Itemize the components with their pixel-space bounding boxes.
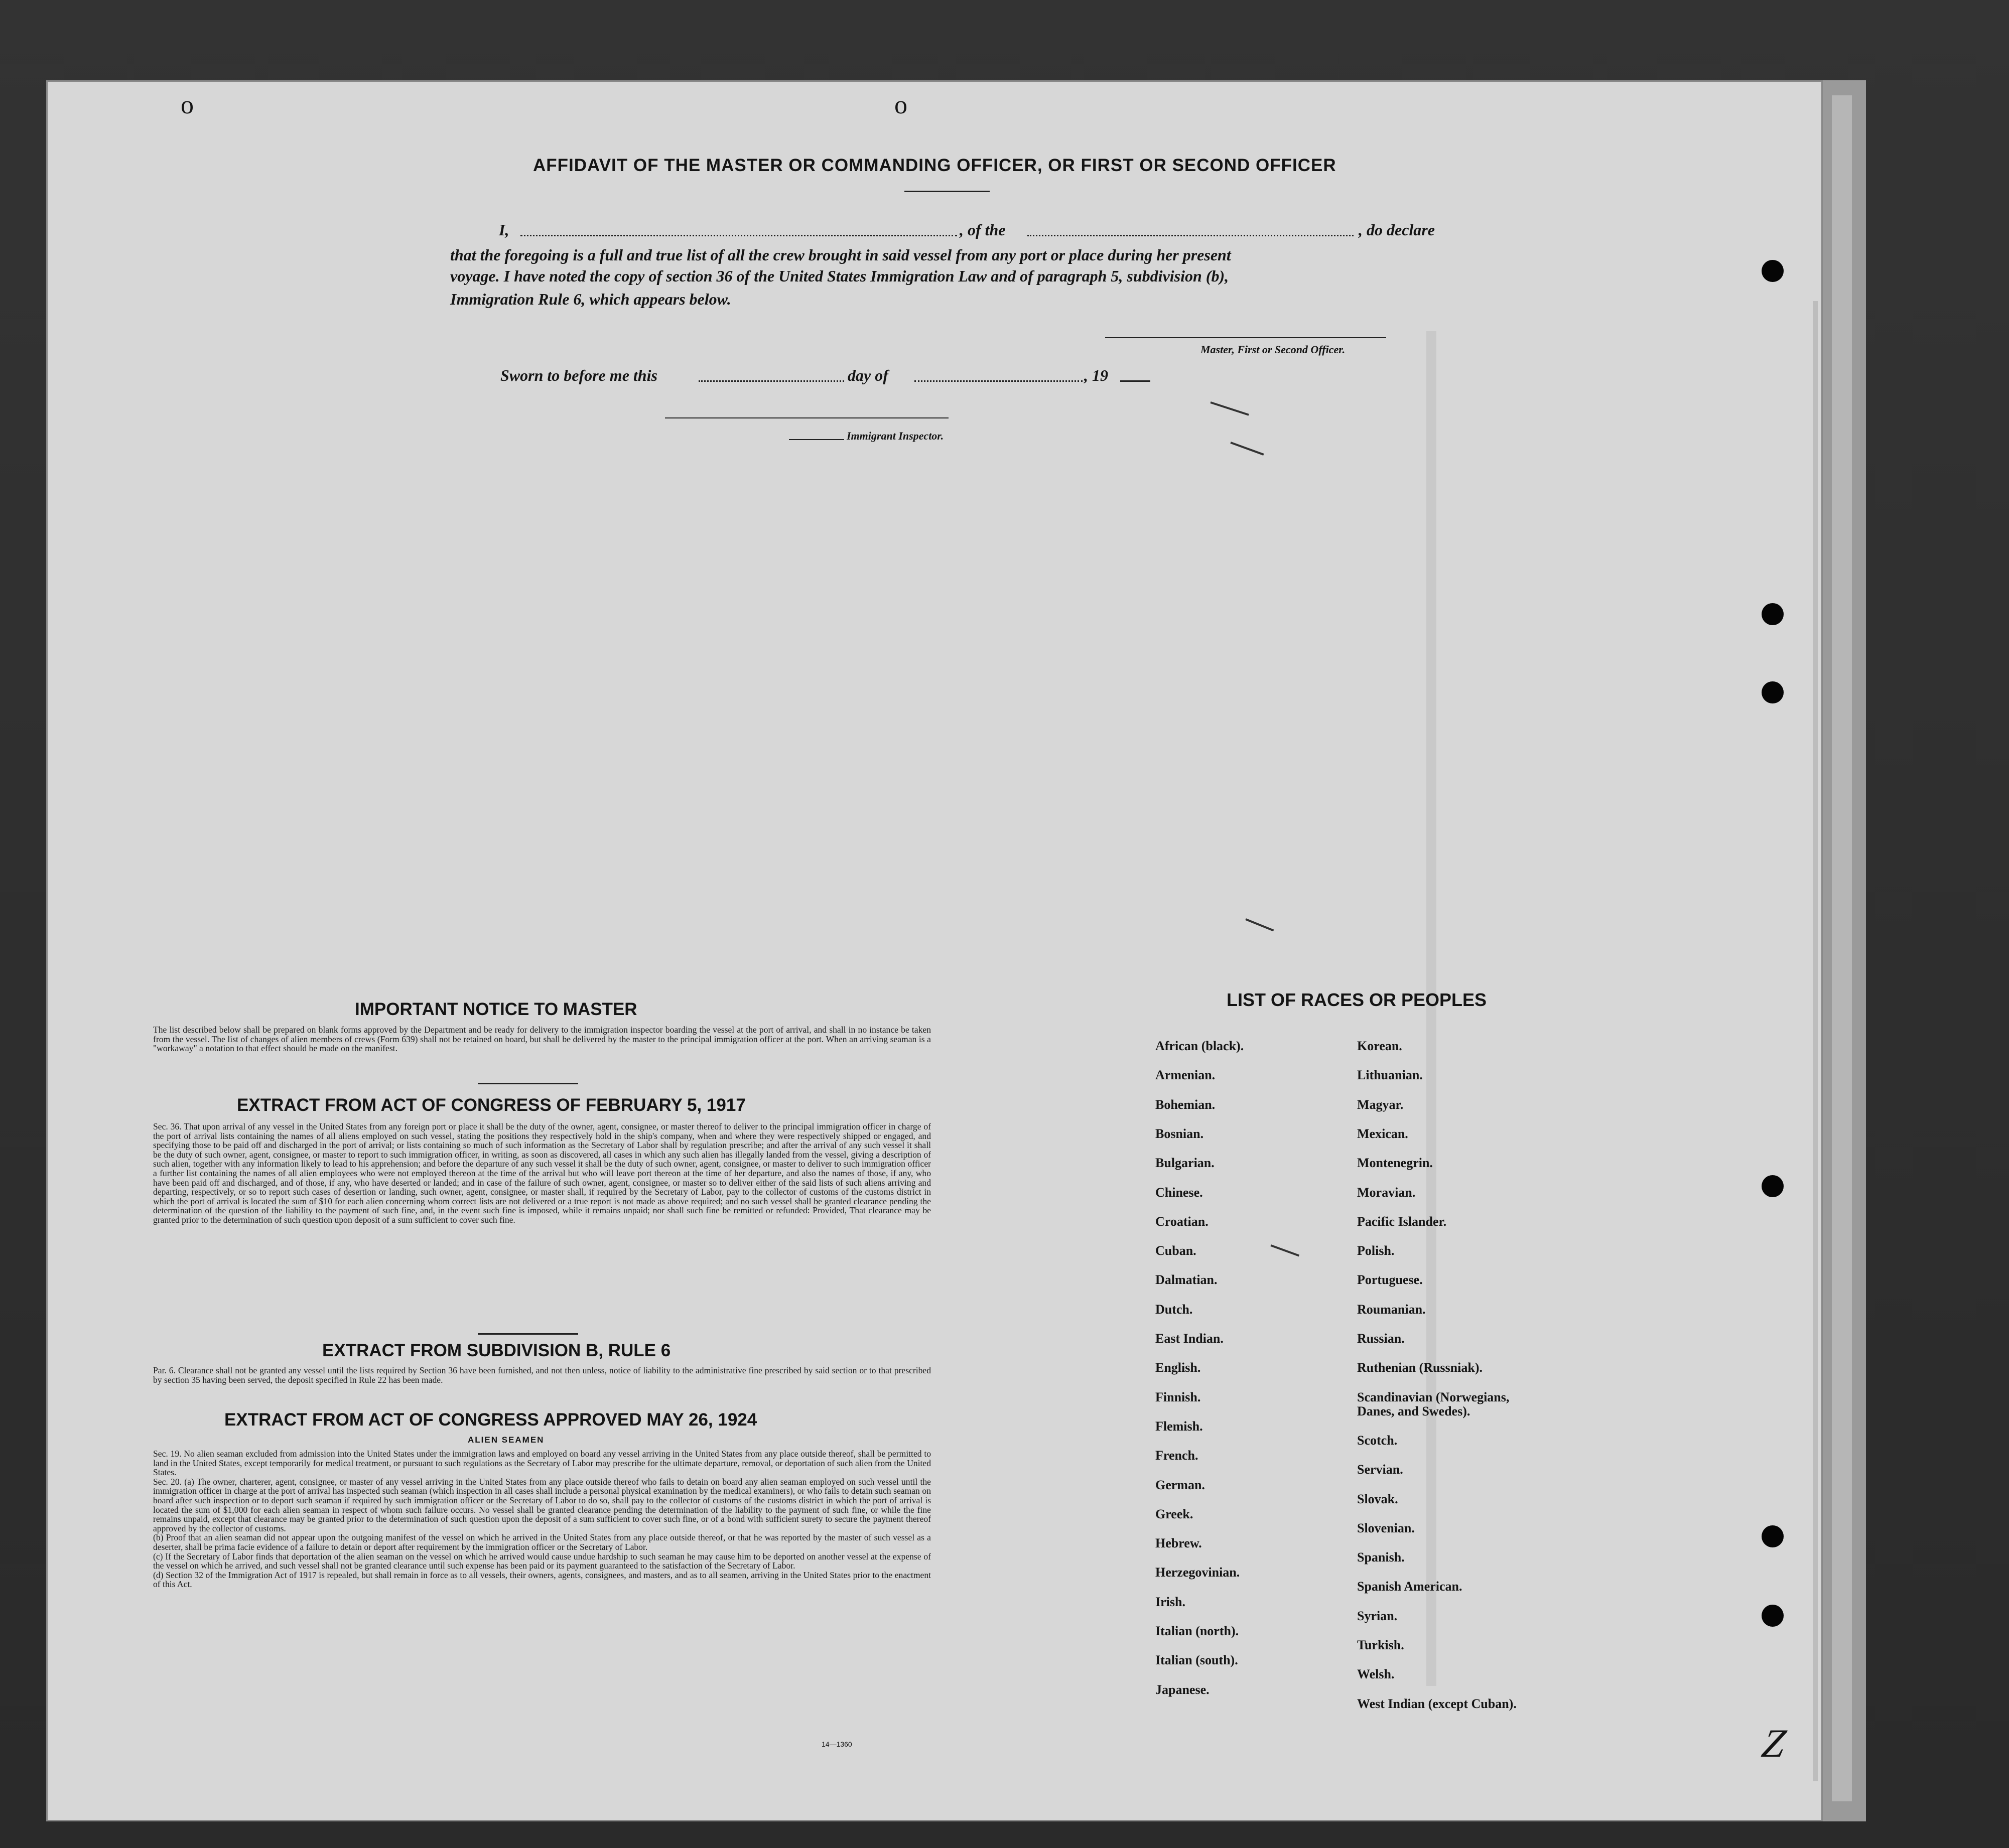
race-item: Chinese. (1155, 1185, 1203, 1200)
extract-1917-heading: EXTRACT FROM ACT OF CONGRESS OF FEBRUARY 5, 1917 (237, 1095, 746, 1115)
race-item: Herzegovinian. (1155, 1565, 1240, 1580)
inspector-signature-blank (665, 417, 949, 418)
bleed-through-band (1813, 301, 1818, 1781)
race-item: Roumanian. (1357, 1302, 1426, 1317)
master-signature-blank (1105, 337, 1386, 338)
race-item: Portuguese. (1357, 1272, 1423, 1288)
race-item: Bosnian. (1155, 1126, 1204, 1141)
races-right-column (1357, 1040, 1618, 1782)
declaration-prefix: I, (499, 221, 509, 239)
declaration-line-2: that the foregoing is a full and true list of all the crew brought in said vessel from any port or place during her present (450, 246, 1231, 264)
underlying-page-edge-inner (1832, 95, 1852, 1801)
section-rule (478, 1333, 578, 1335)
punch-hole (1762, 681, 1784, 703)
sec19-text: Sec. 19. No alien seaman excluded from admission into the United States under the immigration laws and employed on board any vessel arriving in the United States from any place outside thereof, shall be permitted to land in the United States, except temporarily for medical treatment, or pursuant to such regulations as the Secretary of Labor may prescribe for the ultimate departure, removal, or deportation of such alien from the United States. (153, 1449, 931, 1478)
declarant-name-blank (520, 235, 957, 236)
vessel-name-blank (1027, 235, 1354, 236)
race-item: Spanish American. (1357, 1579, 1462, 1594)
sec20b-text: (b) Proof that an alien seaman did not appear upon the outgoing manifest of the vessel on which he arrived in the United States from any place outside thereof, or that he was reported by the master of such vessel as a deserter, shall be prima facie evidence of a failure to detain or deport after requirement by the immigration officer or the Secretary of Labor. (153, 1532, 931, 1552)
pencil-tick (1230, 442, 1264, 456)
sworn-mid: day of (848, 366, 888, 384)
inspector-label-rule (789, 439, 844, 440)
master-signature-label: Master, First or Second Officer. (1200, 343, 1346, 356)
race-item: African (black). (1155, 1039, 1244, 1053)
race-item: German. (1155, 1477, 1205, 1492)
pencil-tick (1210, 401, 1249, 416)
race-item: Syrian. (1357, 1608, 1398, 1623)
race-item: Italian (south). (1155, 1653, 1238, 1668)
race-item: Turkish. (1357, 1638, 1404, 1652)
sworn-prefix: Sworn to before me this (500, 366, 657, 384)
race-item: Magyar. (1357, 1097, 1404, 1112)
race-item: Flemish. (1155, 1418, 1203, 1434)
race-item: Irish. (1155, 1594, 1185, 1609)
race-item: Croatian. (1155, 1214, 1209, 1229)
punch-hole (1762, 1525, 1784, 1547)
race-item: West Indian (except Cuban). (1357, 1696, 1517, 1711)
pencil-tick (1245, 918, 1274, 931)
handwritten-mark-top-left: o (181, 91, 194, 119)
sworn-day-blank (699, 380, 844, 382)
race-item: Scandinavian (Norwegians, (1357, 1389, 1510, 1404)
race-item: Hebrew. (1155, 1536, 1202, 1551)
races-left-column (1155, 1040, 1366, 1782)
race-item: Slovenian. (1357, 1520, 1415, 1535)
inspector-label: Immigrant Inspector. (847, 430, 944, 442)
race-item: Greek. (1155, 1506, 1193, 1521)
race-item: Slovak. (1357, 1491, 1398, 1506)
punch-hole (1762, 603, 1784, 625)
race-item: Ruthenian (Russniak). (1357, 1360, 1483, 1375)
rule6-heading: EXTRACT FROM SUBDIVISION B, RULE 6 (322, 1341, 671, 1360)
declaration-suffix: , do declare (1359, 221, 1435, 239)
race-item: Pacific Islander. (1357, 1214, 1447, 1229)
sec20c-text: (c) If the Secretary of Labor finds that deportation of the alien seaman on the vessel on which he arrived would cause undue hardship to such seaman he may cause him to be deported on another vessel at the expense of the vessel on which he arrived, and such vessel shall not be granted clearance until such expense has been paid or its payment guaranteed to the satisfaction of the Secretary of Labor. (153, 1551, 931, 1571)
affidavit-title: AFFIDAVIT OF THE MASTER OR COMMANDING OFFICER, OR FIRST OR SECOND OFFICER (533, 156, 1336, 175)
races-heading: LIST OF RACES OR PEOPLES (1227, 989, 1487, 1010)
notice-heading: IMPORTANT NOTICE TO MASTER (355, 1000, 637, 1019)
race-item: Bohemian. (1155, 1097, 1216, 1112)
race-item: Scotch. (1357, 1433, 1398, 1448)
sec20a-text: Sec. 20. (a) The owner, charterer, agent, consignee, or master of any vessel arriving in the United States from any place outside thereof who fails to detain on board any alien seaman employed on such vessel until the immigration officer in charge at the port of arrival has inspected such seaman (which inspection in all cases shall include a personal physical examination by the medical examiners), or who fails to detain such seaman on board after such inspection or to deport such seaman if required by such immigration officer or the Secretary of Labor to do so, shall pay to the collector of customs of the customs district in which the port of arrival is located the sum of $1,000 for each alien seaman in respect of whom such failure occurs. No vessel shall be granted clearance pending the determination of the liability to the payment of such fine, or while the fine remains unpaid, except that clearance may be granted prior to the determination of such question upon the deposit of a sum sufficient to cover such fine, or of a bond with sufficient surety to secure the payment thereof approved by the collector of customs. (153, 1476, 931, 1533)
race-item: Polish. (1357, 1243, 1395, 1258)
declaration-mid: , of the (960, 221, 1006, 239)
race-item: Bulgarian. (1155, 1156, 1215, 1171)
race-item: Finnish. (1155, 1389, 1201, 1404)
rule6-body: Par. 6. Clearance shall not be granted any vessel until the lists required by Section 36 have been furnished, and not then unless, notice of liability to the administrative fine prescribed by said section or to that prescribed by section 35 having been served, the deposit specified in Rule 22 has been made. (153, 1365, 931, 1385)
race-item: Japanese. (1155, 1682, 1210, 1697)
race-item: Moravian. (1357, 1185, 1416, 1200)
race-item: East Indian. (1155, 1331, 1224, 1346)
punch-hole (1762, 260, 1784, 282)
handwritten-mark-bottom-right: Z (1759, 1722, 1789, 1766)
race-item: Lithuanian. (1357, 1068, 1423, 1083)
race-item: Spanish. (1357, 1550, 1405, 1565)
sworn-year-blank (1120, 380, 1150, 382)
race-item: Dalmatian. (1155, 1272, 1218, 1288)
race-item: Armenian. (1155, 1068, 1216, 1083)
race-item: Korean. (1357, 1039, 1402, 1053)
race-item: Dutch. (1155, 1302, 1193, 1317)
sworn-month-blank (914, 380, 1083, 382)
form-code: 14—1360 (822, 1740, 852, 1748)
manifest-back-page (46, 80, 1823, 1821)
handwritten-mark-top-center: o (894, 91, 907, 119)
punch-hole (1762, 1175, 1784, 1197)
notice-body: The list described below shall be prepared on blank forms approved by the Department and be ready for delivery to the immigration inspector boarding the vessel at the port of arrival, and shall in no instance be taken from the vessel. The list of changes of alien members of crews (Form 639) shall not be retained on board, but shall be delivered by the master to the principal immigration officer at the port. When an arriving seaman is a "workaway" a notation to that effect should be made on the manifest. (153, 1025, 931, 1054)
race-item: Russian. (1357, 1331, 1405, 1346)
title-rule (904, 191, 990, 192)
extract-1924-heading: EXTRACT FROM ACT OF CONGRESS APPROVED MAY 26, 1924 (224, 1410, 757, 1430)
alien-seamen-subheading: ALIEN SEAMEN (468, 1435, 545, 1445)
race-item: Servian. (1357, 1462, 1403, 1477)
race-item: Welsh. (1357, 1667, 1395, 1682)
race-item: Cuban. (1155, 1243, 1196, 1258)
section-rule (478, 1083, 578, 1084)
extract-1924-sec19 (153, 1449, 931, 1589)
sworn-year: , 19 (1084, 366, 1108, 384)
sec20d-text: (d) Section 32 of the Immigration Act of 1917 is repealed, but shall remain in force as to all vessels, their owners, agents, consignees, and masters, and as to all seamen, arriving in the United States prior to the enactment of this Act. (153, 1570, 931, 1590)
punch-hole (1762, 1605, 1784, 1627)
race-item: Italian (north). (1155, 1624, 1239, 1638)
race-item: French. (1155, 1448, 1198, 1463)
race-item: Danes, and Swedes). (1357, 1403, 1470, 1418)
declaration-line-3: voyage. I have noted the copy of section 36 of the United States Immigration Law and of paragraph 5, subdivision (b), (450, 267, 1229, 285)
race-item: Mexican. (1357, 1126, 1408, 1141)
race-item: Montenegrin. (1357, 1156, 1433, 1171)
declaration-line-4: Immigration Rule 6, which appears below. (450, 290, 731, 308)
extract-1917-body: Sec. 36. That upon arrival of any vessel in the United States from any foreign port or place it shall be the duty of the owner, agent, consignee, or master thereof to deliver to the principal immigration officer in charge of the port of arrival lists containing the names of all aliens employed on such vessel, stating the positions they respectively hold in the ship's company, when and where they were respectively shipped or engaged, and specifying those to be paid off and discharged in the port of arrival; or lists containing so much of such information as the Secretary of Labor shall by regulation prescribe; and after the arrival of any such vessel it shall be the duty of such owner, agent, consignee, or master to report to such immigration officer, in writing, as soon as discovered, all cases in which any such alien has illegally landed from the vessel, giving a description of such alien, together with any information likely to lead to his apprehension; and before the departure of any such vessel it shall be the duty of such owner, agent, consignee, or master to deliver to such immigration officer a further list containing the names of all alien employees who were not employed thereon at the time of the arrival but who will leave port thereon at the time of her departure, and also the names of those, if any, who have been paid off and discharged, and of those, if any, who have deserted or landed; and in case of the failure of such owner, agent, consignee, or master so to deliver either of the said lists of such aliens arriving and departing, respectively, or so to report such cases of desertion or landing, such owner, agent, consignee, or master shall, if required by the Secretary of Labor, pay to the collector of customs of the customs district in which the port of arrival is located the sum of $10 for each alien concerning whom correct lists are not delivered or a true report is not made as above required; and no such vessel shall be granted clearance pending the determination of the question of the liability to the payment of such fine, and, in the event such fine is imposed, while it remains unpaid; nor shall such fine be remitted or refunded: Provided, That clearance may be granted prior to the determination of such question upon deposit of a sum sufficient to cover such fine. (153, 1121, 931, 1225)
race-item: English. (1155, 1360, 1201, 1375)
